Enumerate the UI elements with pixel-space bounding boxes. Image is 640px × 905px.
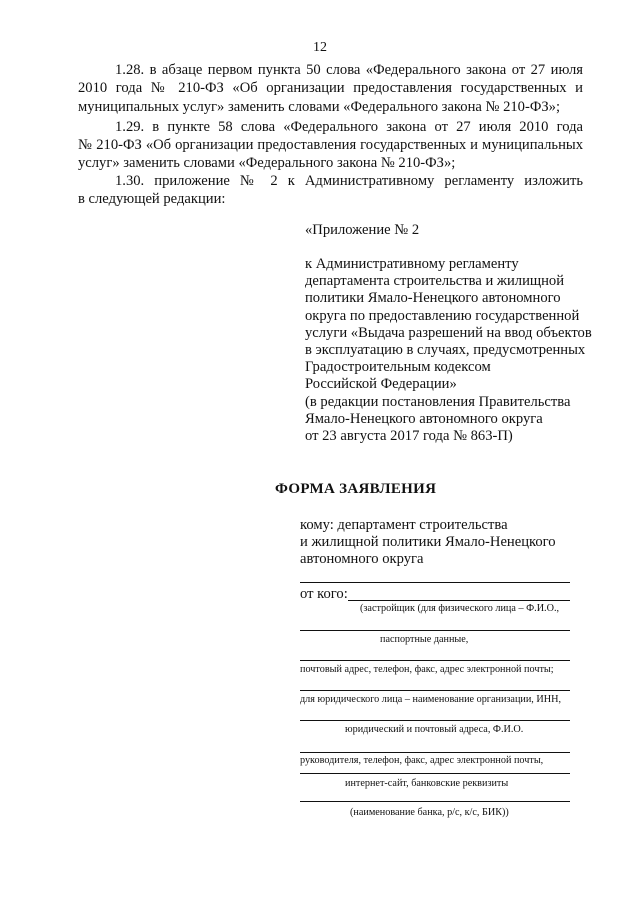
- addressee-line: автономного округа: [300, 551, 424, 568]
- appendix-line: департамента строительства и жилищной: [305, 273, 565, 290]
- fill-line: [300, 630, 570, 631]
- from-label: от кого:: [300, 586, 348, 602]
- paragraph-1-28-line-3: муниципальных услуг» заменить словами «Федерального закона № 210-ФЗ»;: [78, 99, 561, 115]
- appendix-line: округа по предоставлению государственной: [305, 307, 580, 324]
- appendix-line: Российской Федерации»: [305, 376, 457, 393]
- paragraph-1-29-line-3: услуг» заменить словами «Федерального закона № 210-ФЗ»;: [78, 155, 456, 171]
- paragraph-1-29-line-1: 1.29. в пункте 58 слова «Федерального закона от 27 июля 2010 года: [115, 119, 583, 135]
- paragraph-1-28-line-2: 2010 года № 210-ФЗ «Об организации предоставления государственных и: [78, 80, 583, 96]
- addressee-line: и жилищной политики Ямало-Ненецкого: [300, 534, 556, 551]
- appendix-line: Ямало-Ненецкого автономного округа: [305, 410, 543, 427]
- addressee-block: [300, 517, 556, 569]
- fill-line: [300, 720, 570, 721]
- paragraph-1-28-line-1: 1.28. в абзаце первом пункта 50 слова «Федерального закона от 27 июля: [115, 62, 583, 78]
- appendix-text: [305, 256, 592, 445]
- form-hint: (застройщик (для физического лица – Ф.И.О.,: [360, 603, 560, 614]
- form-hint: (наименование банка, р/с, к/с, БИК)): [350, 807, 509, 818]
- fill-line: [300, 801, 570, 802]
- fill-line: [300, 752, 570, 753]
- paragraph-1-30-line-2: в следующей редакции:: [78, 191, 226, 207]
- addressee-line: кому: департамент строительства: [300, 517, 508, 533]
- appendix-line: (в редакции постановления Правительства: [305, 393, 571, 410]
- fill-line: [348, 600, 570, 601]
- appendix-line: в эксплуатацию в случаях, предусмотренных: [305, 342, 586, 359]
- appendix-line: Градостроительным кодексом: [305, 359, 491, 376]
- paragraph-1-29-line-2: № 210-ФЗ «Об организации предоставления государственных и муниципальных: [78, 137, 583, 153]
- form-hint: паспортные данные,: [380, 634, 469, 645]
- fill-line: [300, 773, 570, 774]
- appendix-line: к Административному регламенту: [305, 256, 519, 272]
- appendix-line: услуги «Выдача разрешений на ввод объектов: [305, 324, 592, 341]
- appendix-line: политики Ямало-Ненецкого автономного: [305, 290, 561, 307]
- form-title: ФОРМА ЗАЯВЛЕНИЯ: [275, 481, 437, 497]
- fill-line: [300, 660, 570, 661]
- appendix-line: от 23 августа 2017 года № 863-П): [305, 428, 513, 445]
- form-hint: юридический и почтовый адреса, Ф.И.О.: [345, 724, 524, 735]
- paragraph-1-30-line-1: 1.30. приложение № 2 к Административному регламенту изложить: [115, 173, 583, 189]
- appendix-title: «Приложение № 2: [305, 222, 420, 238]
- form-hint: интернет-сайт, банковские реквизиты: [345, 778, 509, 789]
- fill-line: [300, 582, 570, 583]
- form-hint: руководителя, телефон, факс, адрес электронной почты,: [300, 755, 544, 766]
- form-hint: почтовый адрес, телефон, факс, адрес электронной почты;: [300, 664, 554, 675]
- fill-line: [300, 690, 570, 691]
- page-number: 12: [313, 40, 327, 55]
- form-hint: для юридического лица – наименование организации, ИНН,: [300, 694, 562, 705]
